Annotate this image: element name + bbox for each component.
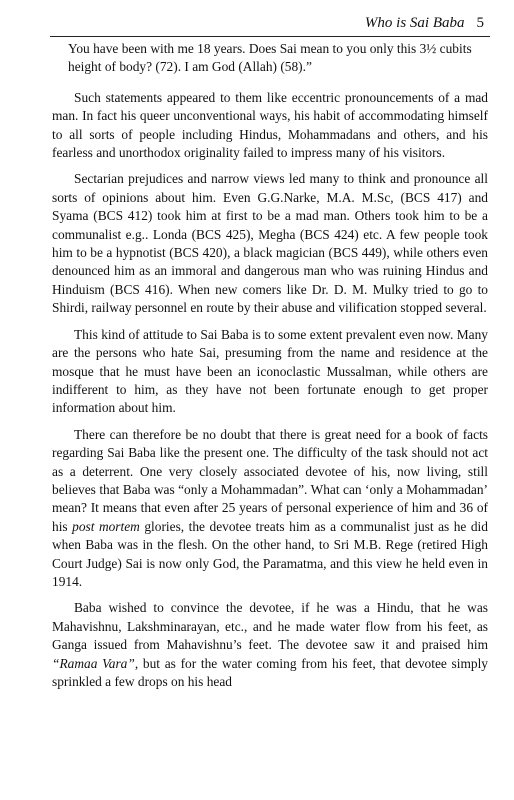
text-run: Baba wished to convince the devotee, if he was a Hindu, that he was Mahavishnu, Lakshminarayan, etc., and he made water flow from his feet, as Ganga issued from Mahavishnu’s feet. The devotee saw it and praised him: [52, 600, 488, 653]
body-text: [52, 40, 488, 699]
paragraph-quote: [52, 40, 488, 77]
italic-run: post mortem: [72, 518, 140, 534]
page-number: 5: [476, 15, 484, 31]
text-run: You have been with me 18 years. Does Sai mean to you only this 3½ cubits height of body? (72). I am God (Allah) (58).”: [68, 41, 472, 75]
text-run: , but as for the water coming from his feet, that devotee simply sprinkled a few drops on his head: [52, 655, 489, 689]
text-run: glories, the devotee treats him as a communalist just as he did when Baba was in the flesh. On the other hand, to Sri M.B. Rege (retired High Court Judge) Sai is now only God, the Paramatma, and this view he held even in 1914.: [52, 518, 488, 589]
running-head: [365, 15, 484, 32]
header-rule: [50, 36, 490, 37]
running-head-title: Who is Sai Baba: [364, 15, 465, 31]
text-run: Sectarian prejudices and narrow views led many to think and pronounce all sorts of opinions about him. Even G.G.Narke, M.A. M.Sc, (BCS 417) and Syama (BCS 412) took him at first to be a mad man. Others took him to be a communalist e.g.. Londa (BCS 425), Megha (BCS 424) etc. A few people took him to be a hypnotist (BCS 420), a black magician (BCS 449), while others even denounced him as an immoral and dangerous man who was ruining Hindus and Hinduism (BCS 416). When new comers like Dr. D. M. Mulky tried to go to Shirdi, railway personnel en route by their abuse and vilification stopped several.: [52, 171, 488, 316]
paragraph: [52, 89, 488, 163]
paragraph: [52, 326, 488, 418]
text-run: There can therefore be no doubt that there is great need for a book of facts regarding Sai Baba like the present one. The difficulty of the task should not act as a deterrent. One very closely associated devotee of his, now living, still believes that Baba was “only a Mohammadan”. What can ‘only a Mohammadan’ mean? It means that even after 25 years of personal experience of him and 36 of his: [52, 426, 488, 534]
text-run: This kind of attitude to Sai Baba is to some extent prevalent even now. Many are the persons who hate Sai, presuming from the name and residence at the mosque that he must have been an iconoclastic Mussalman, while others are indifferent to him, as they have not been fortunate enough to get proper information about him.: [52, 326, 488, 416]
paragraph: [52, 170, 488, 317]
text-run: Such statements appeared to them like eccentric pronouncements of a mad man. In fact his queer unconventional ways, his habit of accommodating himself to all sorts of people including Hindus, Mohammadans and others, and his fearless and unorthodox originality failed to impress many of his visitors.: [52, 89, 488, 161]
italic-run: “Ramaa Vara”: [52, 655, 135, 671]
paragraph: [52, 426, 488, 592]
paragraph: [52, 599, 488, 691]
